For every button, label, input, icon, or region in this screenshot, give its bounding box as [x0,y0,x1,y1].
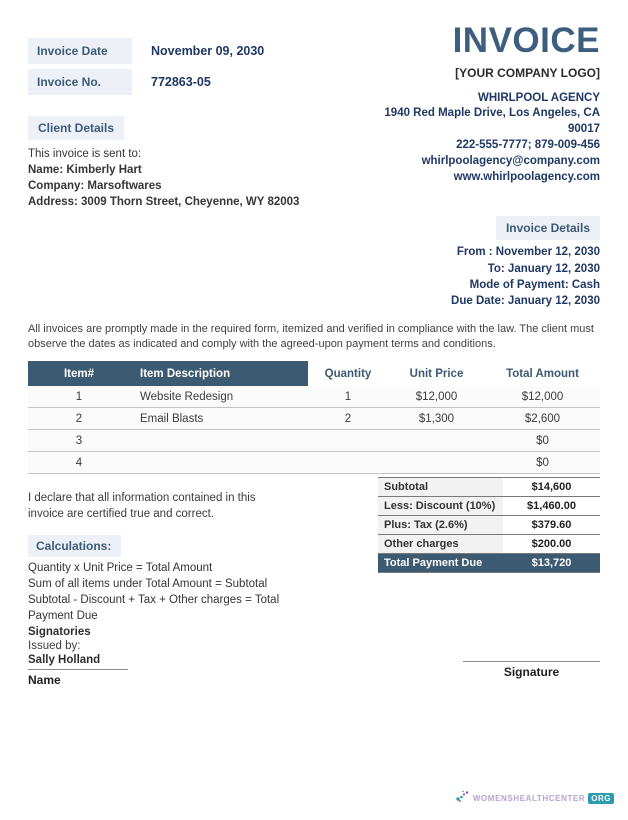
footer-brand [455,789,614,808]
brand-swirl-icon [455,789,471,808]
invoice-number-value: 772863-05 [151,75,211,89]
invoice-period-from: From : November 12, 2030 [456,246,600,259]
signature-area [463,661,600,679]
cell-item-number: 2 [75,413,83,426]
items-table-header [28,361,600,386]
table-row [28,452,600,474]
brand-text: WOMENSHEALTHCENTER [472,794,586,803]
calculations-lines [28,561,306,624]
terms-paragraph: All invoices are promptly made in the required form, itemized and verified in compliance with the law. The client must observe the dates as indicated and comply with the agreed-upon payment terms and conditions. [28,322,594,350]
cell-unit-price [388,430,485,451]
cell-quantity: 1 [344,391,352,404]
total-due-label: Total Payment Due [378,554,503,572]
client-address: Address: 3009 Thorn Street, Cheyenne, WY 82003 [28,195,300,208]
cell-unit-price [388,452,485,473]
cell-total: $0 [536,435,549,448]
cell-description: Email Blasts [140,413,204,426]
company-logo-placeholder: [YOUR COMPANY LOGO] [455,65,600,80]
company-info [345,22,600,210]
company-address-line2: 90017 [568,123,600,136]
items-table [28,361,600,474]
tax-label: Plus: Tax (2.6%) [378,516,503,534]
totals-row-tax [378,515,600,534]
invoice-date-label: Invoice Date [28,38,132,64]
cell-item-number: 1 [75,391,83,404]
company-website: www.whirlpoolagency.com [453,170,600,183]
discount-label: Less: Discount (10%) [378,497,503,515]
company-phone: 222-555-7777; 879-009-456 [456,139,600,152]
invoice-date-value: November 09, 2030 [151,44,265,58]
calculation-line: Quantity x Unit Price = Total Amount [28,562,213,575]
name-label: Name [28,672,61,687]
invoice-date-row [28,38,328,64]
totals-row-other-charges [378,534,600,553]
cell-quantity [308,452,388,473]
cell-description [130,430,308,451]
company-address-line1: 1940 Red Maple Drive, Los Angeles, CA [384,107,600,120]
issued-by-name: Sally Holland [28,654,128,670]
tax-value: $379.60 [503,516,600,534]
cell-total: $12,000 [521,391,564,404]
col-header-total-amount: Total Amount [506,368,579,381]
col-header-quantity: Quantity [324,368,372,381]
calculation-line: Sum of all items under Total Amount = Subtotal [28,578,268,591]
signatories-heading: Signatories [28,625,91,638]
invoice-details-lines [28,244,600,308]
invoice-details-heading: Invoice Details [496,216,600,240]
table-row [28,386,600,408]
col-header-unit-price: Unit Price [409,368,464,381]
table-row [28,408,600,430]
col-header-item-number: Item# [28,361,130,386]
cell-description: Website Redesign [140,391,234,404]
client-company: Company: Marsoftwares [28,179,162,192]
invoice-details-section [28,216,600,308]
bottom-section [28,474,600,687]
bottom-right-column [378,474,600,679]
totals-table [378,477,600,573]
totals-row-subtotal [378,477,600,496]
client-name: Name: Kimberly Hart [28,163,142,176]
totals-row-total-due [378,553,600,573]
brand-badge: ORG [588,793,614,804]
cell-unit-price: $12,000 [415,391,458,404]
client-details-heading: Client Details [28,116,124,140]
cell-total: $0 [536,457,549,470]
company-name: WHIRLPOOL AGENCY [477,91,600,104]
invoice-number-row [28,69,328,95]
other-charges-value: $200.00 [503,535,600,553]
cell-total: $2,600 [524,413,561,426]
client-details [28,147,328,210]
header-section [28,22,600,210]
client-intro: This invoice is sent to: [28,148,142,160]
subtotal-value: $14,600 [503,478,600,496]
company-contact-block [345,91,600,186]
due-date: Due Date: January 12, 2030 [451,294,600,307]
cell-item-number: 4 [75,457,83,470]
cell-description [130,452,308,473]
page-title: INVOICE [452,21,600,60]
invoice-period-to: To: January 12, 2030 [487,262,600,275]
cell-unit-price: $1,300 [418,413,455,426]
discount-value: $1,460.00 [503,497,600,515]
invoice-number-label: Invoice No. [28,69,132,95]
issued-by-label: Issued by: [28,639,81,652]
other-charges-label: Other charges [378,535,503,553]
subtotal-label: Subtotal [378,478,503,496]
declaration-text: I declare that all information contained in this invoice are certified true and correct. [28,492,256,521]
cell-item-number: 3 [75,435,83,448]
cell-quantity: 2 [344,413,352,426]
calculation-line: Subtotal - Discount + Tax + Other charges = Total Payment Due [28,594,280,622]
calculations-heading: Calculations: [28,535,121,557]
invoice-meta [28,22,328,210]
mode-of-payment: Mode of Payment: Cash [469,278,600,291]
company-email: whirlpoolagency@company.com [421,154,600,167]
total-due-value: $13,720 [503,554,600,572]
bottom-left-column [28,474,328,687]
table-row [28,430,600,452]
totals-row-discount [378,496,600,515]
cell-quantity [308,430,388,451]
signature-label: Signature [503,665,560,680]
col-header-description: Item Description [130,361,308,386]
